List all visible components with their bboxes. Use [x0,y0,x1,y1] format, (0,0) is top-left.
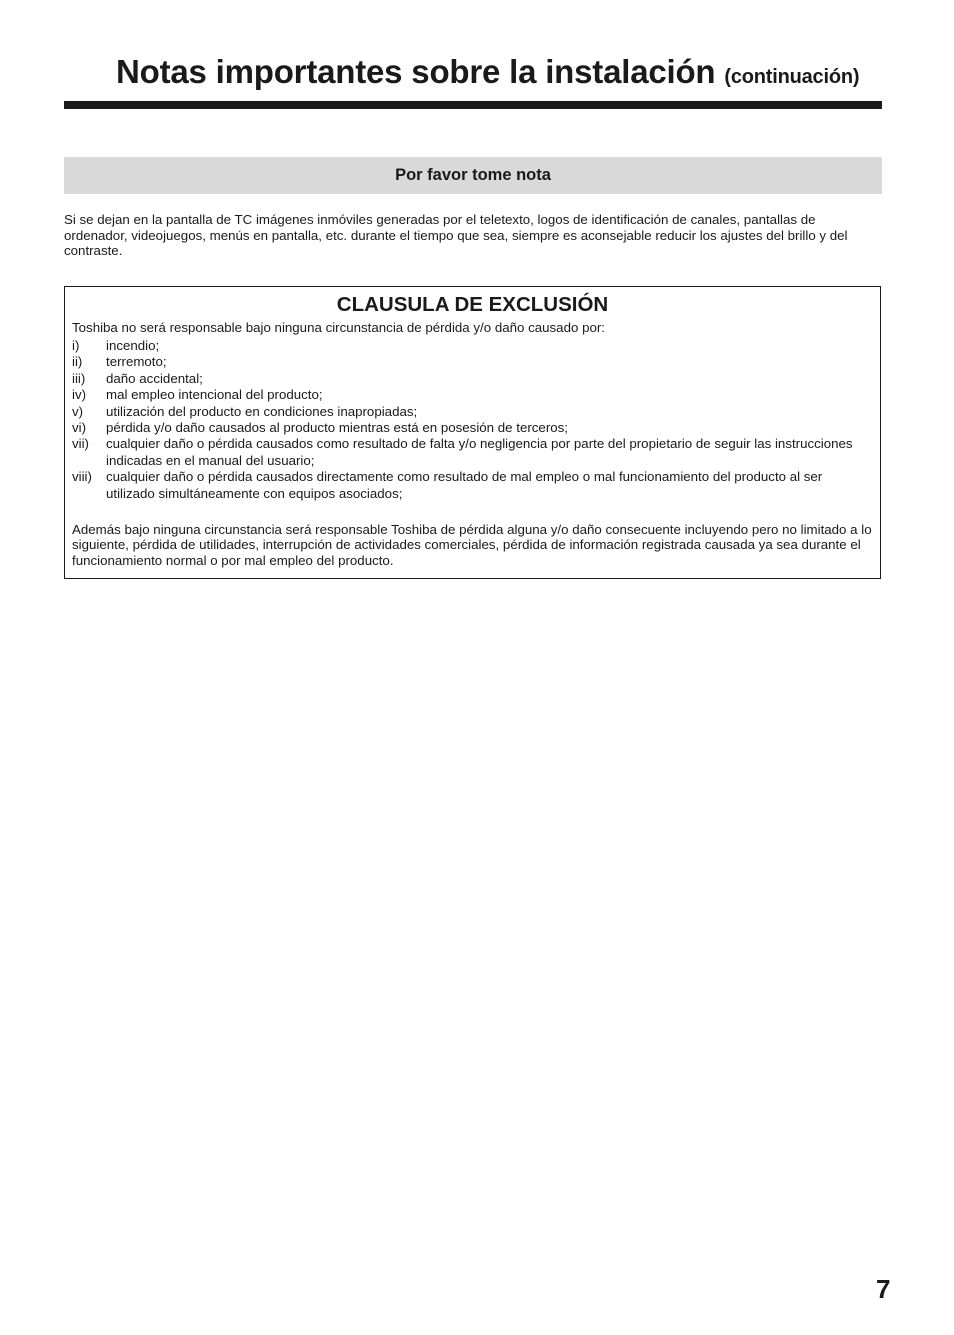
page-subtitle: (continuación) [724,66,860,88]
list-item-text: utilización del producto en condiciones inapropiadas; [106,403,418,419]
disclaimer-box [64,286,881,579]
note-heading: Por favor tome nota [395,166,551,184]
list-item-number: viii) [72,469,92,485]
list-item-number: vi) [72,420,87,436]
list-item-text: mal empleo intencional del producto; [106,387,323,403]
list-item [72,338,872,354]
list-item-number: iii) [72,370,86,386]
page-title-text: Notas importantes sobre la instalación [116,53,716,90]
page-title [116,50,859,99]
list-item [72,469,872,502]
list-item-number: v) [72,403,84,419]
list-item [72,404,872,420]
note-banner [64,157,882,194]
list-item-text: daño accidental; [106,370,203,386]
list-item [72,371,872,387]
list-item-text: cualquier daño o pérdida causados directamente como resultado de mal empleo o mal funcionamiento del producto al ser utilizado simultáneamente con equipos asociados; [106,469,823,501]
list-item [72,420,872,436]
list-item-number: vii) [72,436,89,452]
list-item-text: cualquier daño o pérdida causados como resultado de falta y/o negligencia por parte del propietario de seguir las instrucciones indicadas en el manual del usuario; [106,436,853,468]
title-divider [64,101,882,109]
list-item-text: incendio; [106,338,160,353]
disclaimer-intro: Toshiba no será responsable bajo ninguna circunstancia de pérdida y/o daño causado por: [72,320,605,335]
note-text: Si se dejan en la pantalla de TC imágenes inmóviles generadas por el teletexto, logos de identificación de canales, pantallas de ordenador, videojuegos, menús en pantalla, etc. durante el tiempo que sea, siempre es aconsejable reducir los ajustes del brillo y del contraste. [64,212,848,258]
list-item [72,436,872,469]
list-item [72,354,872,370]
page-number: 7 [876,1274,891,1304]
list-item-text: pérdida y/o daño causados al producto mientras está en posesión de terceros; [106,420,568,436]
disclaimer-footer: Además bajo ninguna circunstancia será responsable Toshiba de pérdida alguna y/o daño consecuente incluyendo pero no limitado a lo siguiente, pérdida de utilidades, interrupción de actividades comerciales, pérdida de información registrada causada ya sea durante el funcionamiento normal o por mal empleo del producto. [72,522,872,568]
disclaimer-heading: CLAUSULA DE EXCLUSIÓN [336,293,609,316]
list-item-text: terremoto; [106,354,167,370]
list-item [72,387,872,403]
disclaimer-list [72,338,872,502]
list-item-number: iv) [72,387,87,403]
list-item-number: ii) [72,354,83,370]
list-item-number: i) [72,338,80,353]
